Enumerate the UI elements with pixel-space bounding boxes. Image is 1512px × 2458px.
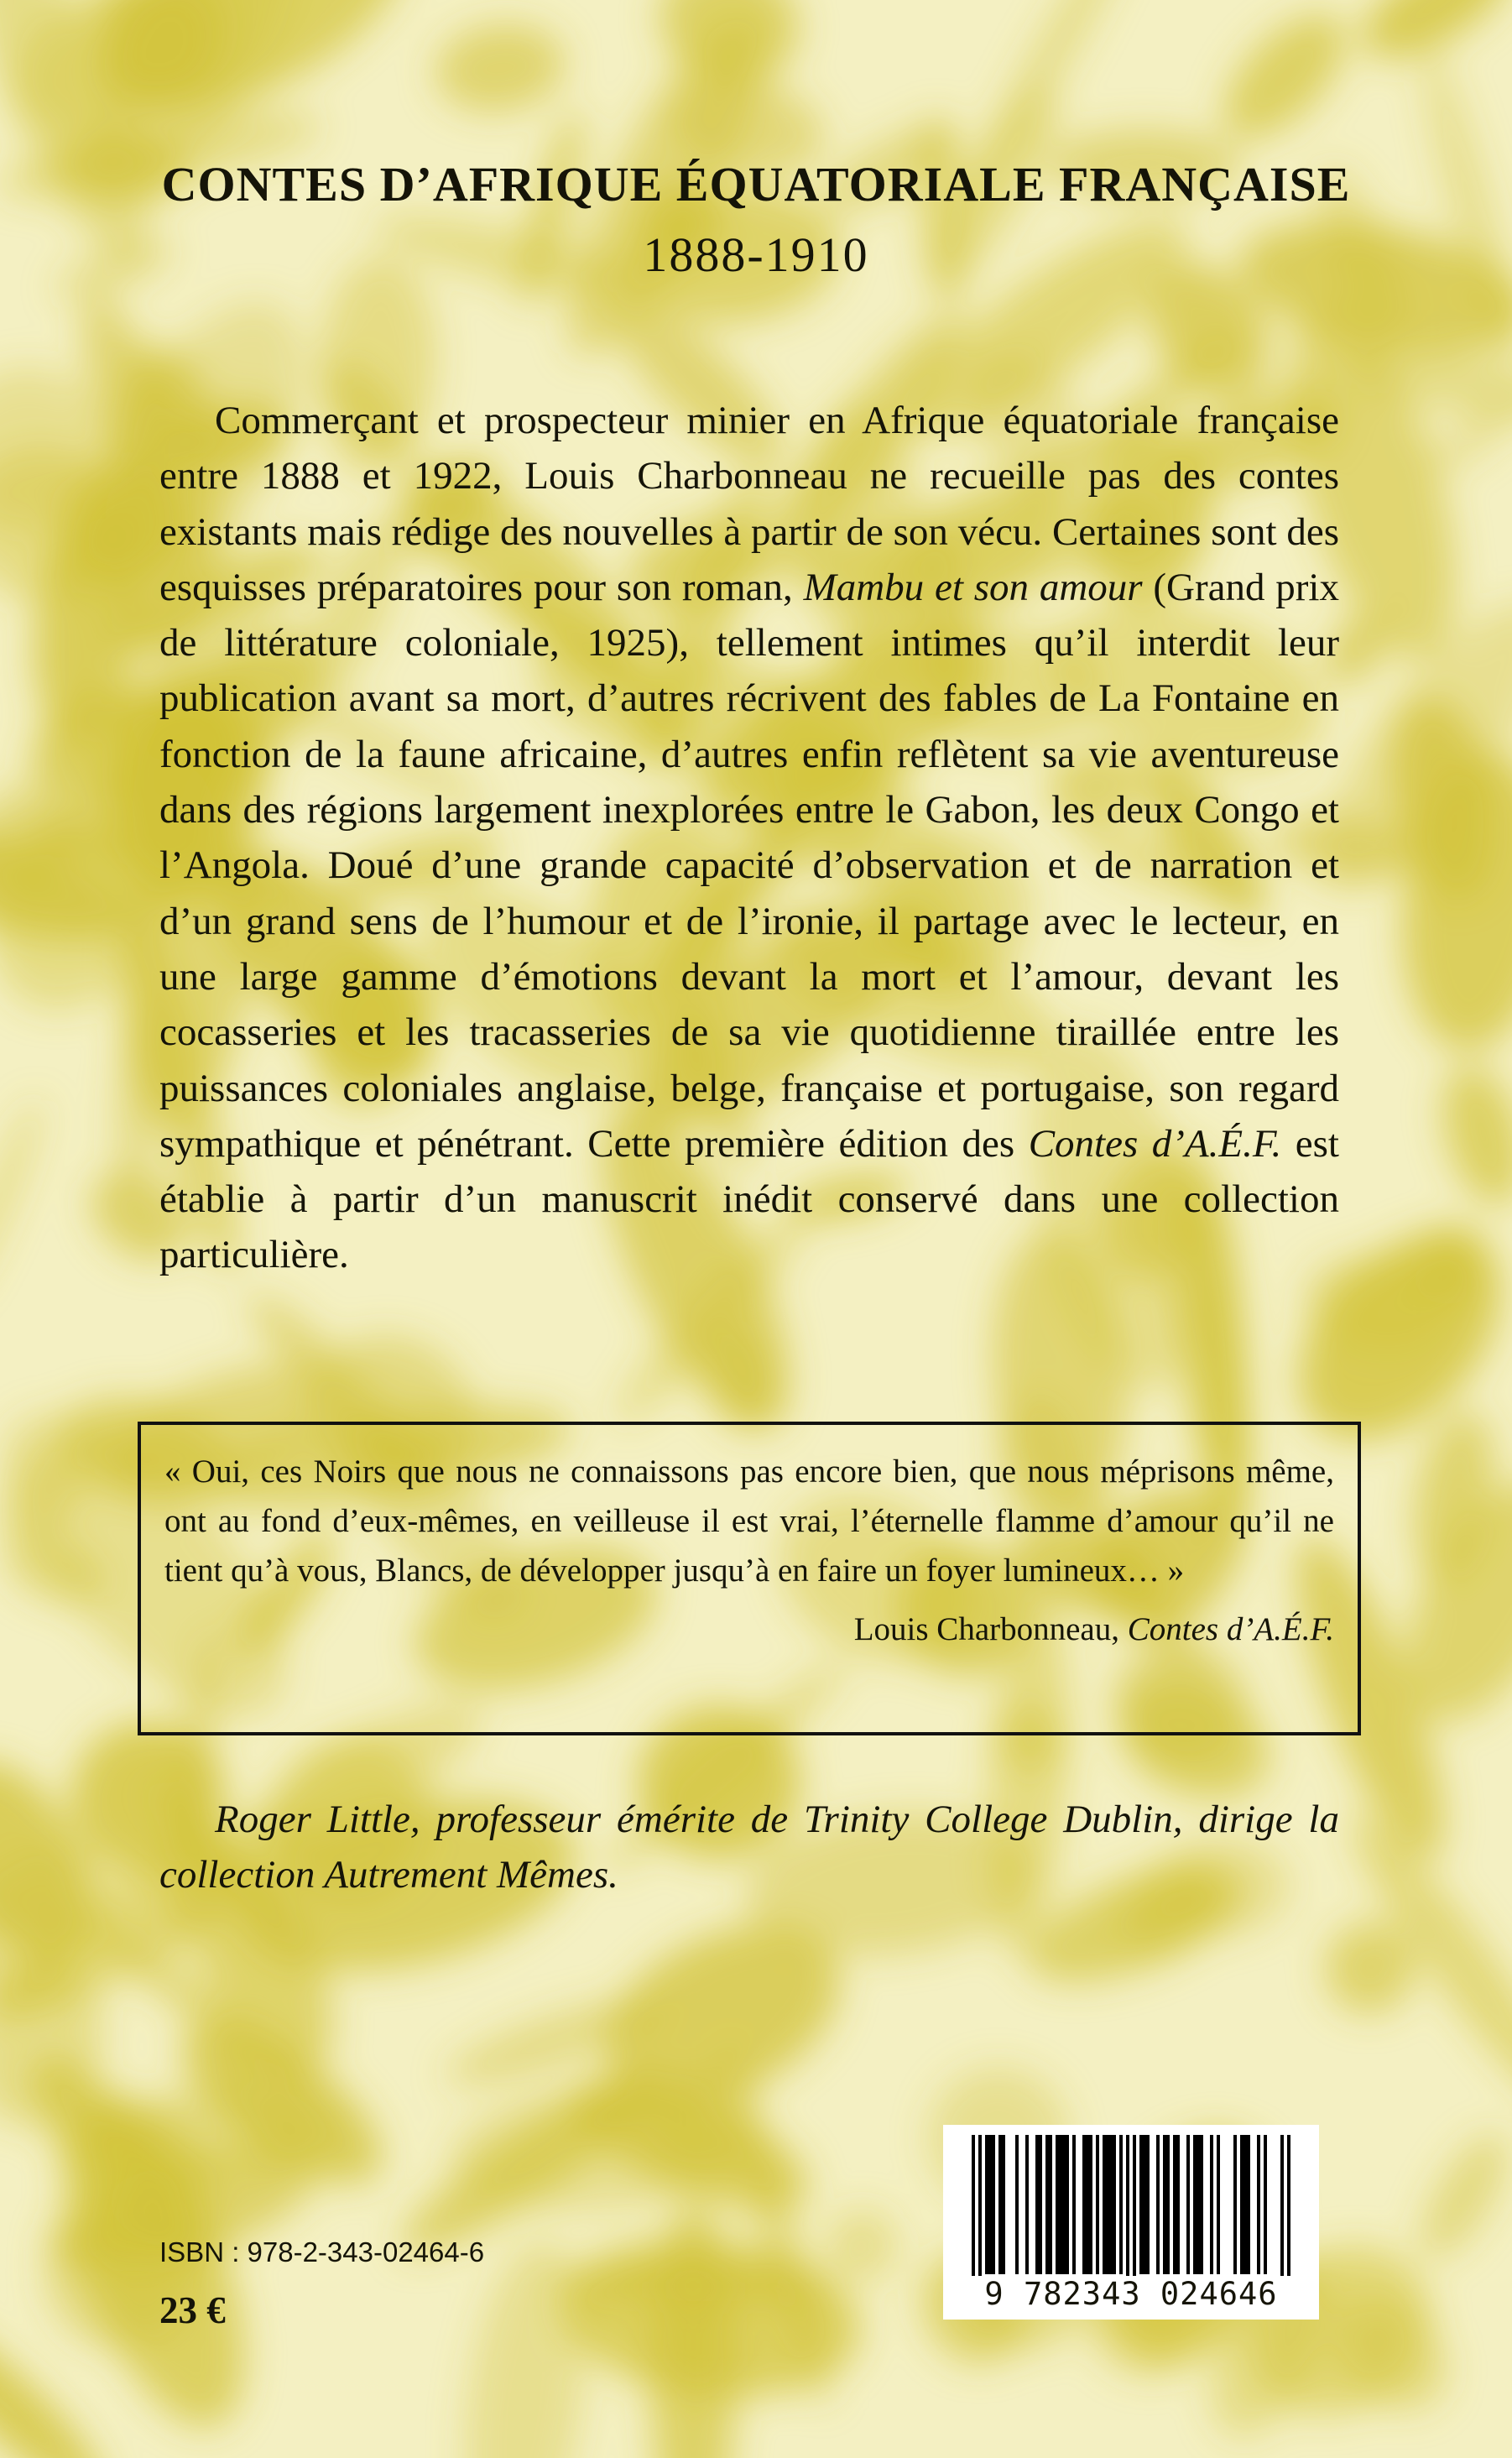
barcode-bar: [1210, 2135, 1213, 2274]
barcode-bar: [1109, 2135, 1113, 2274]
barcode-digits: 9 782343 024646: [943, 2276, 1319, 2312]
barcode-bar: [1217, 2135, 1220, 2274]
barcode-bar: [1200, 2135, 1203, 2274]
barcode-bar: [1072, 2135, 1076, 2274]
barcode-bar: [1015, 2135, 1019, 2274]
summary-text-3: est établie à partir d’un manuscrit inédit conservé dans une collection particulière.: [159, 1121, 1339, 1277]
barcode-bar: [1106, 2135, 1109, 2274]
barcode-bar: [1139, 2135, 1143, 2274]
barcode-bar: [1133, 2135, 1136, 2286]
barcode-bar: [972, 2135, 975, 2286]
quote-attribution: [164, 1610, 1334, 1648]
barcode-bar: [1126, 2135, 1129, 2286]
barcode-bar: [1146, 2135, 1150, 2274]
barcode-bar: [988, 2135, 992, 2274]
quote-work: Contes d’A.É.F.: [1127, 1611, 1334, 1647]
barcode-bar: [1243, 2135, 1247, 2274]
book-title-ref: Contes d’A.É.F.: [1028, 1121, 1282, 1166]
price: 23 €: [159, 2289, 226, 2331]
barcode-bar: [1039, 2135, 1042, 2274]
barcode-bar: [1059, 2135, 1062, 2274]
summary-text-2: (Grand prix de littérature coloniale, 1925), tellement intimes qu’il interdit leur publication avant sa mort, d’autres récrivent des fables de La Fontaine en fonction de la faune africaine, d’autres enfin reflètent sa vie aventureuse dans des régions largement inexplorées entre le Gabon, les deux Congo et l’Angola. Doué d’une grande capacité d’observation et de narration et d’un grand sens de l’humour et de l’ironie, il partage avec le lecteur, en une large gamme d’émotions devant la mort et l’amour, devant les cocasseries et les tracasseries de sa vie quotidienne tiraillée entre les puissances coloniales anglaise, belge, française et portugaise, son regard sympathique et pénétrant. Cette première édition des: [159, 565, 1339, 1166]
barcode-bar: [1119, 2135, 1123, 2274]
book-years: 1888-1910: [643, 227, 869, 282]
barcode-bar: [1240, 2135, 1243, 2274]
barcode-bar: [1062, 2135, 1066, 2274]
isbn: ISBN : 978-2-343-02464-6: [159, 2236, 485, 2268]
barcode-bar: [1166, 2135, 1170, 2274]
quote-box: [138, 1422, 1361, 1735]
barcode-bar: [1002, 2135, 1005, 2274]
barcode-bar: [1264, 2135, 1267, 2274]
barcode-bar: [1257, 2135, 1260, 2274]
barcode-bar: [1193, 2135, 1197, 2274]
barcode-bar: [1197, 2135, 1200, 2274]
barcode-bar: [1103, 2135, 1106, 2274]
barcode-bar: [978, 2135, 982, 2286]
barcode-bar: [1173, 2135, 1176, 2274]
barcode-bar: [1086, 2135, 1089, 2274]
barcode-bar: [985, 2135, 988, 2274]
barcode-bar: [1176, 2135, 1180, 2274]
barcode: [943, 2125, 1319, 2320]
barcode-bar: [1096, 2135, 1099, 2274]
summary-text-1: Commerçant et prospecteur minier en Afrique équatoriale française entre 1888 et 1922, Louis Charbonneau ne recueille pas des contes existants mais rédige des nouvelles à partir de son vécu. Certaines sont des esquisses préparatoires pour son roman,: [159, 399, 1339, 609]
book-title: CONTES D’AFRIQUE ÉQUATORIALE FRANÇAISE: [161, 157, 1351, 211]
barcode-bar: [992, 2135, 995, 2274]
barcode-bar: [1247, 2135, 1250, 2274]
barcode-bar: [1156, 2135, 1160, 2274]
series-credit: Roger Little, professeur émérite de Trinity College Dublin, dirige la collection Autrement Mêmes.: [159, 1798, 1339, 1897]
novel-title: Mambu et son amour: [803, 565, 1143, 609]
barcode-bar: [1066, 2135, 1069, 2274]
barcode-bar: [1045, 2135, 1049, 2274]
barcode-bar: [998, 2135, 1002, 2274]
summary-paragraph: [159, 393, 1339, 1283]
quote-text: « Oui, ces Noirs que nous ne connaissons pas encore bien, que nous méprisons même, ont au fond d’eux-mêmes, en veilleuse il est vrai, l’éternelle flamme d’amour qu’il ne tient qu’à vous, Blancs, de développer jusqu’à en faire un foyer lumineux… »: [164, 1453, 1334, 1589]
barcode-bar: [1280, 2135, 1284, 2286]
barcode-bar: [1089, 2135, 1092, 2274]
barcode-bar: [1143, 2135, 1146, 2274]
quote-author: Louis Charbonneau,: [853, 1611, 1128, 1647]
barcode-bar: [1113, 2135, 1116, 2274]
barcode-bar: [1056, 2135, 1059, 2274]
barcode-bar: [1287, 2135, 1290, 2286]
barcode-bar: [1035, 2135, 1039, 2274]
barcode-bar: [1025, 2135, 1029, 2274]
barcode-bar: [1082, 2135, 1086, 2274]
barcode-bar: [1233, 2135, 1237, 2274]
barcode-bar: [1049, 2135, 1052, 2274]
barcode-bar: [1163, 2135, 1166, 2274]
barcode-bar: [1186, 2135, 1190, 2274]
